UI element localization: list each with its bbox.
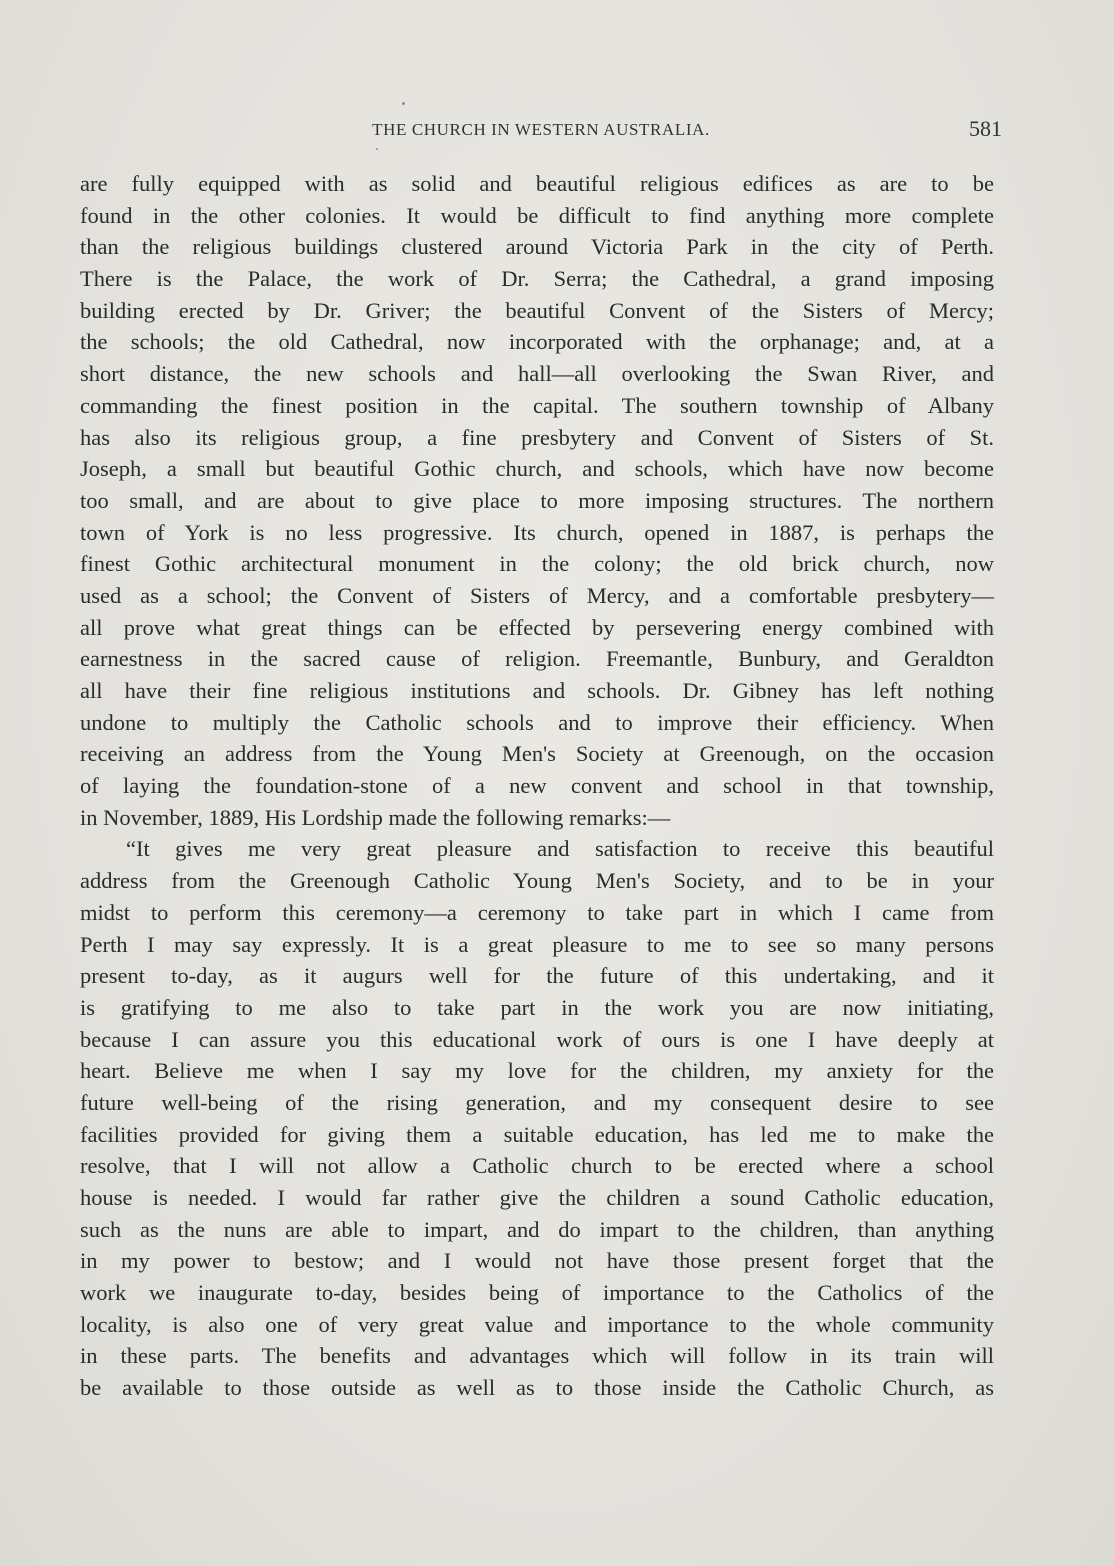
text-line: facilities provided for giving them a suitable education, has led me to make the (80, 1121, 994, 1147)
text-line: is gratifying to me also to take part in the work you are now initiating, (80, 994, 994, 1020)
text-line: future well-being of the rising generation, and my consequent desire to see (80, 1089, 994, 1115)
text-line: in these parts. The benefits and advantages which will follow in its train will (80, 1343, 994, 1369)
paragraph-1 (80, 168, 994, 833)
running-head (80, 116, 1002, 146)
text-line: than the religious buildings clustered around Victoria Park in the city of Perth. (80, 234, 994, 260)
text-line: earnestness in the sacred cause of religion. Freemantle, Bunbury, and Geraldton (80, 646, 994, 672)
text-line: in my power to bestow; and I would not have those present forget that the (80, 1248, 994, 1274)
text-line: Joseph, a small but beautiful Gothic church, and schools, which have now become (80, 456, 994, 482)
text-line: Perth I may say expressly. It is a great pleasure to me to see so many persons (80, 931, 994, 957)
text-line: heart. Believe me when I say my love for the children, my anxiety for the (80, 1058, 994, 1084)
text-line: building erected by Dr. Griver; the beautiful Convent of the Sisters of Mercy; (80, 297, 994, 323)
text-line: “It gives me very great pleasure and satisfaction to receive this beautiful (126, 836, 994, 862)
text-line: finest Gothic architectural monument in the colony; the old brick church, now (80, 551, 994, 577)
text-line: undone to multiply the Catholic schools and to improve their efficiency. When (80, 709, 994, 735)
text-line: in November, 1889, His Lordship made the following remarks:— (80, 804, 671, 830)
text-line: too small, and are about to give place to more imposing structures. The northern (80, 487, 994, 513)
text-line: address from the Greenough Catholic Young Men's Society, and to be in your (80, 868, 994, 894)
text-line: work we inaugurate to-day, besides being of importance to the Catholics of the (80, 1280, 994, 1306)
print-speck (376, 148, 378, 150)
body-text (80, 168, 994, 1404)
text-line: There is the Palace, the work of Dr. Serra; the Cathedral, a grand imposing (80, 266, 994, 292)
text-line: resolve, that I will not allow a Catholic church to be erected where a school (80, 1153, 994, 1179)
text-line: has also its religious group, a fine presbytery and Convent of Sisters of St. (80, 424, 994, 450)
text-line: house is needed. I would far rather give the children a sound Catholic education, (80, 1185, 994, 1210)
text-line: of laying the foundation-stone of a new convent and school in that township, (80, 773, 994, 799)
text-line: present to-day, as it augurs well for the future of this undertaking, and it (80, 963, 994, 989)
text-line: are fully equipped with as solid and beautiful religious edifices as are to be (80, 171, 994, 196)
text-line: all prove what great things can be effected by persevering energy combined with (80, 614, 994, 640)
paragraph-2-quotation (80, 833, 994, 1403)
text-line: locality, is also one of very great value and importance to the whole community (80, 1311, 994, 1337)
text-line: the schools; the old Cathedral, now incorporated with the orphanage; and, at a (80, 329, 994, 355)
text-line: midst to perform this ceremony—a ceremony to take part in which I came from (80, 899, 994, 925)
page-number: 581 (969, 116, 1002, 141)
text-line: short distance, the new schools and hall—all overlooking the Swan River, and (80, 361, 994, 387)
print-speck (402, 102, 405, 105)
running-title: THE CHURCH IN WESTERN AUSTRALIA. (372, 120, 710, 139)
text-line: found in the other colonies. It would be difficult to find anything more complete (80, 202, 994, 228)
text-line: because I can assure you this educational work of ours is one I have deeply at (80, 1026, 994, 1052)
text-line: used as a school; the Convent of Sisters of Mercy, and a comfortable presbytery— (80, 582, 994, 608)
text-line: receiving an address from the Young Men's Society at Greenough, on the occasion (80, 741, 994, 767)
text-line: such as the nuns are able to impart, and do impart to the children, than anything (80, 1216, 994, 1242)
text-line: be available to those outside as well as to those inside the Catholic Church, as (80, 1375, 994, 1401)
text-line: commanding the finest position in the capital. The southern township of Albany (80, 392, 994, 418)
text-line: all have their fine religious institutions and schools. Dr. Gibney has left nothing (80, 678, 994, 703)
text-line: town of York is no less progressive. Its church, opened in 1887, is perhaps the (80, 519, 994, 545)
